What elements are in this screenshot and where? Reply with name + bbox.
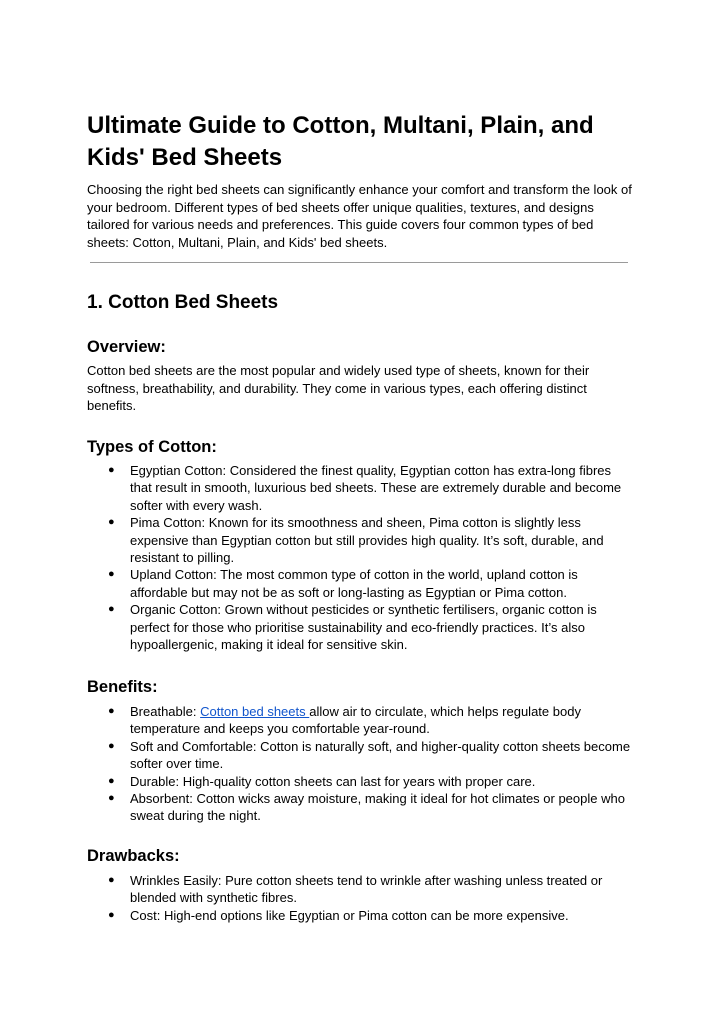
list-item: ● Durable: High-quality cotton sheets can last for years with proper care.	[108, 773, 536, 789]
list-item: ● Organic Cotton: Grown without pesticides or synthetic fertilisers, organic cotton is perfect for those who prioritise sustainability and eco-friendly practices. It’s also hypoallergenic, making it ideal for sensitive skin.	[108, 602, 597, 653]
section-heading-cotton: 1. Cotton Bed Sheets	[87, 292, 279, 313]
list-item: ● Soft and Comfortable: Cotton is naturally soft, and higher-quality cotton sheets become softer over time.	[108, 738, 631, 772]
types-list	[87, 462, 635, 653]
list-item: ● Egyptian Cotton: Considered the finest quality, Egyptian cotton has extra-long fibres that result in smooth, luxurious bed sheets. These are extremely durable and become softer with every wash.	[108, 463, 622, 513]
intro-paragraph: Choosing the right bed sheets can significantly enhance your comfort and transform the look of your bedroom. Different types of bed sheets offer unique qualities, textures, and designs tailored for various needs and preferences. This guide covers four common types of bed sheets: Cotton, Multani, Plain, and Kids' bed sheets.	[87, 182, 632, 250]
bullet-icon: ●	[108, 705, 115, 717]
bullet-icon: ●	[108, 568, 115, 581]
list-item: ● Pima Cotton: Known for its smoothness and sheen, Pima cotton is slightly less expensive than Egyptian cotton but still provides high quality. It’s soft, durable, and resistant to pilling.	[108, 515, 604, 566]
bullet-icon: ●	[108, 792, 115, 805]
bullet-icon: ●	[108, 516, 115, 529]
benefits-list	[87, 703, 635, 825]
list-item: ● Upland Cotton: The most common type of cotton in the world, upland cotton is affordable but may not be as soft or long-lasting as Egyptian or Pima cotton.	[108, 567, 578, 600]
bullet-icon: ●	[108, 874, 115, 886]
bullet-icon: ●	[108, 464, 115, 476]
bullet-icon: ●	[108, 603, 115, 616]
horizontal-divider	[90, 262, 628, 263]
types-heading: Types of Cotton:	[87, 438, 217, 456]
list-item: ● Breathable: Cotton bed sheets allow air to circulate, which helps regulate body temperature and keeps you comfortable year-round.	[108, 704, 581, 737]
overview-heading: Overview:	[87, 338, 166, 356]
benefits-heading: Benefits:	[87, 678, 158, 696]
bullet-icon: ●	[108, 908, 115, 921]
drawbacks-heading: Drawbacks:	[87, 847, 180, 865]
list-item: ● Absorbent: Cotton wicks away moisture, making it ideal for hot climates or people who sweat during the night.	[108, 791, 625, 824]
overview-paragraph: Cotton bed sheets are the most popular and widely used type of sheets, known for their softness, breathability, and durability. They come in various types, each offering distinct benefits.	[87, 363, 590, 414]
page-title: Ultimate Guide to Cotton, Multani, Plain, and Kids' Bed Sheets	[87, 112, 594, 171]
list-item: ● Wrinkles Easily: Pure cotton sheets tend to wrinkle after washing unless treated or blended with synthetic fibres.	[108, 873, 603, 906]
list-item: ● Cost: High-end options like Egyptian or Pima cotton can be more expensive.	[108, 907, 569, 923]
drawbacks-list	[87, 872, 635, 924]
bullet-icon: ●	[108, 774, 115, 787]
bullet-icon: ●	[108, 739, 115, 752]
cotton-bed-sheets-link[interactable]: Cotton bed sheets	[200, 704, 310, 719]
